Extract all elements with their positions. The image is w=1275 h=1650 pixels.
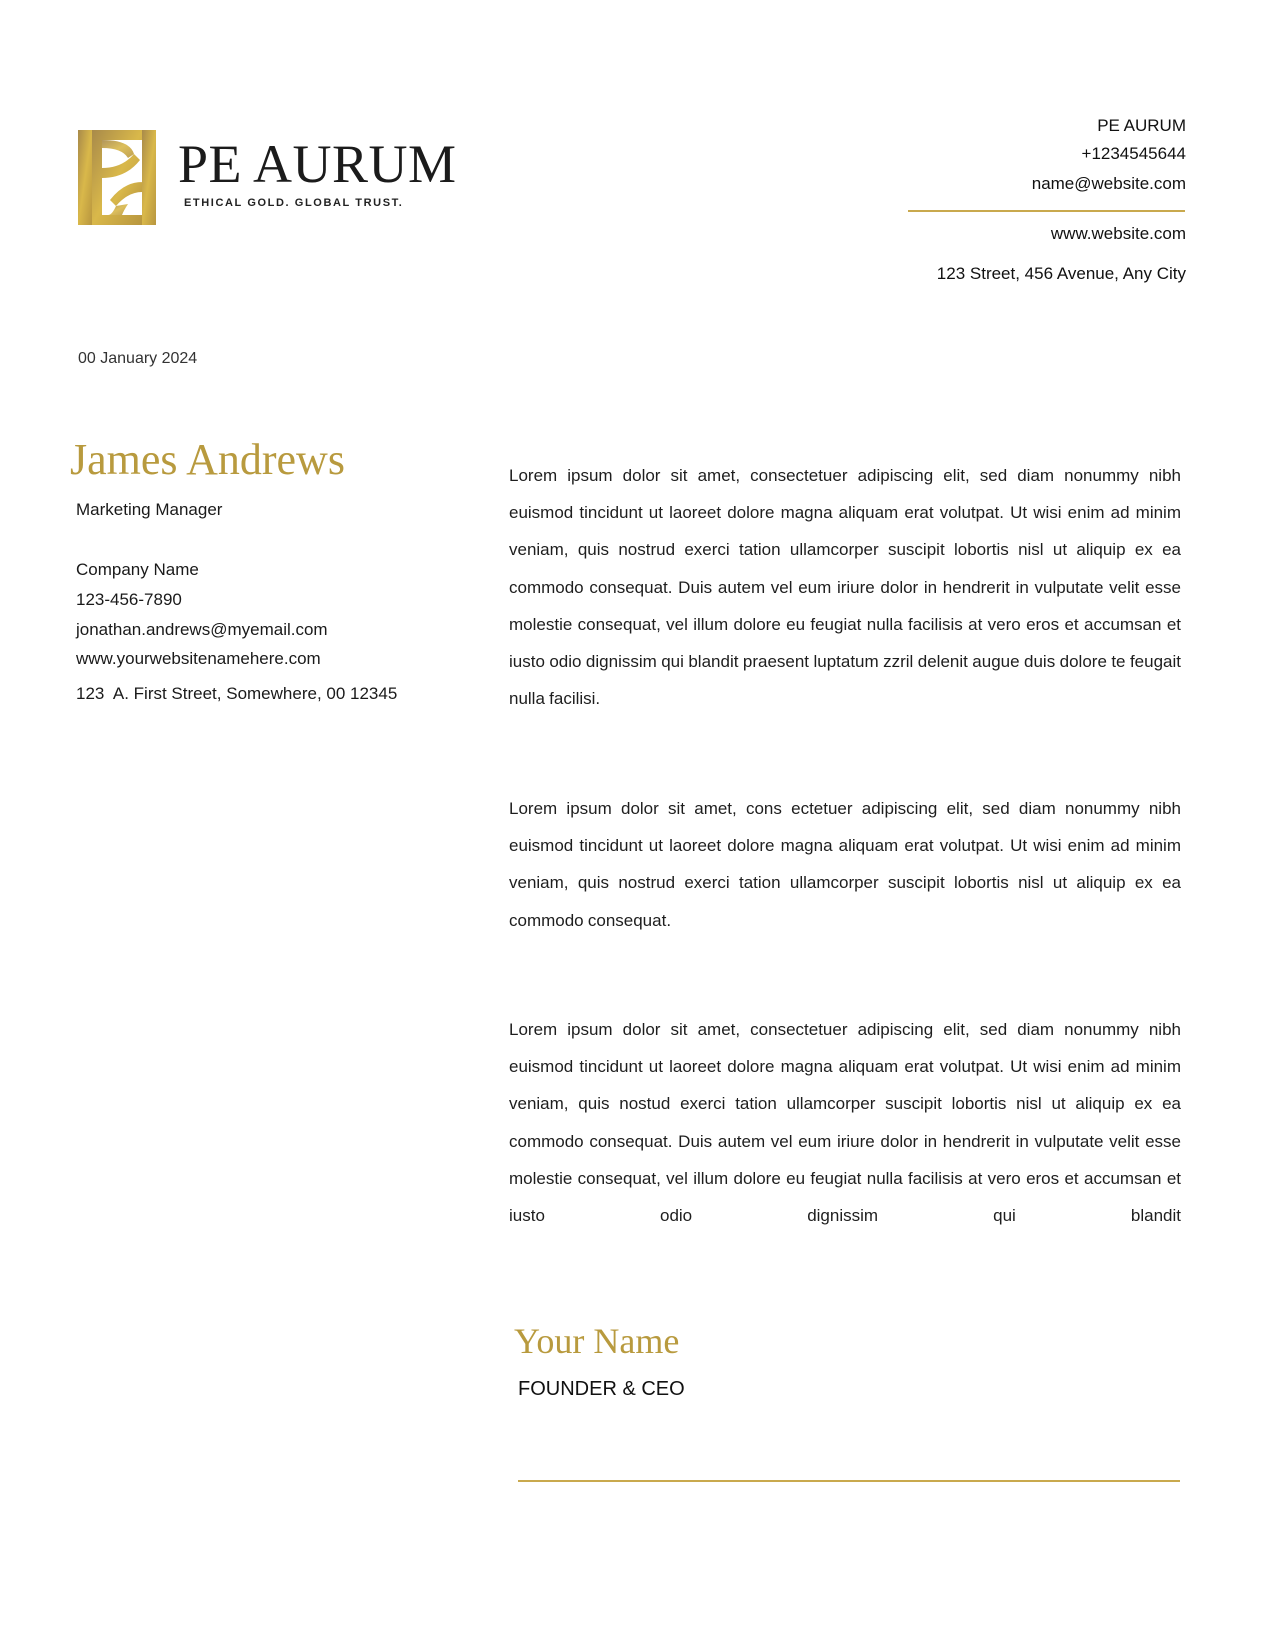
body-paragraph: Lorem ipsum dolor sit amet, consectetuer adipiscing elit, sed diam nonummy nibh euismod tincidunt ut laoreet dolore magna aliquam erat volutpat. Ut wisi enim ad minim veniam, quis nostud exerci tation ullamcorper suscipit lobortis nisl ut aliquip ex ea commodo consequat. Duis autem vel eum iriure dolor in hendrerit in vulputate velit esse molestie consequat, vel illum dolore eu feugiat nulla facilisis at vero eros et accumsan et iusto odio dignissim qui blandit (509, 1020, 1181, 1226)
header-phone: +1234545644 (1081, 144, 1186, 163)
recipient-phone: 123-456-7890 (76, 590, 182, 609)
letter-date: 00 January 2024 (78, 350, 198, 367)
header-email: name@website.com (1031, 174, 1186, 193)
signer-title: FOUNDER & CEO (518, 1378, 685, 1400)
header-address: 123 Street, 456 Avenue, Any City (936, 264, 1186, 283)
brand-tagline: ETHICAL GOLD. GLOBAL TRUST. (184, 197, 404, 209)
brand-name: PE AURUM (178, 134, 457, 194)
recipient-address: 123 A. First Street, Somewhere, 00 12345 (76, 684, 398, 703)
body-paragraph: Lorem ipsum dolor sit amet, consectetuer adipiscing elit, sed diam nonummy nibh euismod tincidunt ut laoreet dolore magna aliquam erat volutpat. Ut wisi enim ad minim veniam, quis nostrud exerci tation ullamcorper suscipit lobortis nisl ut aliquip ex ea commodo consequat. Duis autem vel eum iriure dolor in hendrerit in vulputate velit esse molestie consequat, vel illum dolore eu feugiat nulla facilisis at vero eros et accumsan et iusto odio dignissim qui blandit praesent luptatum zzril delenit augue duis dolore te feugait nulla facilisi. (509, 466, 1181, 709)
body-paragraph: Lorem ipsum dolor sit amet, cons ectetuer adipiscing elit, sed diam nonummy nibh euismod tincidunt ut laoreet dolore magna aliquam erat volutpat. Ut wisi enim ad minim veniam, quis nostrud exerci tation ullamcorper suscipit lobortis nisl ut aliquip ex ea commodo consequat. (509, 799, 1181, 930)
recipient-name: James Andrews (70, 435, 345, 484)
header-company: PE AURUM (1097, 116, 1186, 135)
brand-logo-icon (78, 130, 156, 225)
signer-name: Your Name (514, 1321, 680, 1361)
signature-line (518, 1480, 1180, 1482)
recipient-website: www.yourwebsitenamehere.com (76, 649, 321, 668)
header-divider (908, 210, 1185, 212)
recipient-title: Marketing Manager (76, 500, 223, 519)
header-website: www.website.com (1050, 224, 1186, 243)
recipient-company: Company Name (76, 560, 199, 579)
recipient-email: jonathan.andrews@myemail.com (76, 620, 328, 639)
